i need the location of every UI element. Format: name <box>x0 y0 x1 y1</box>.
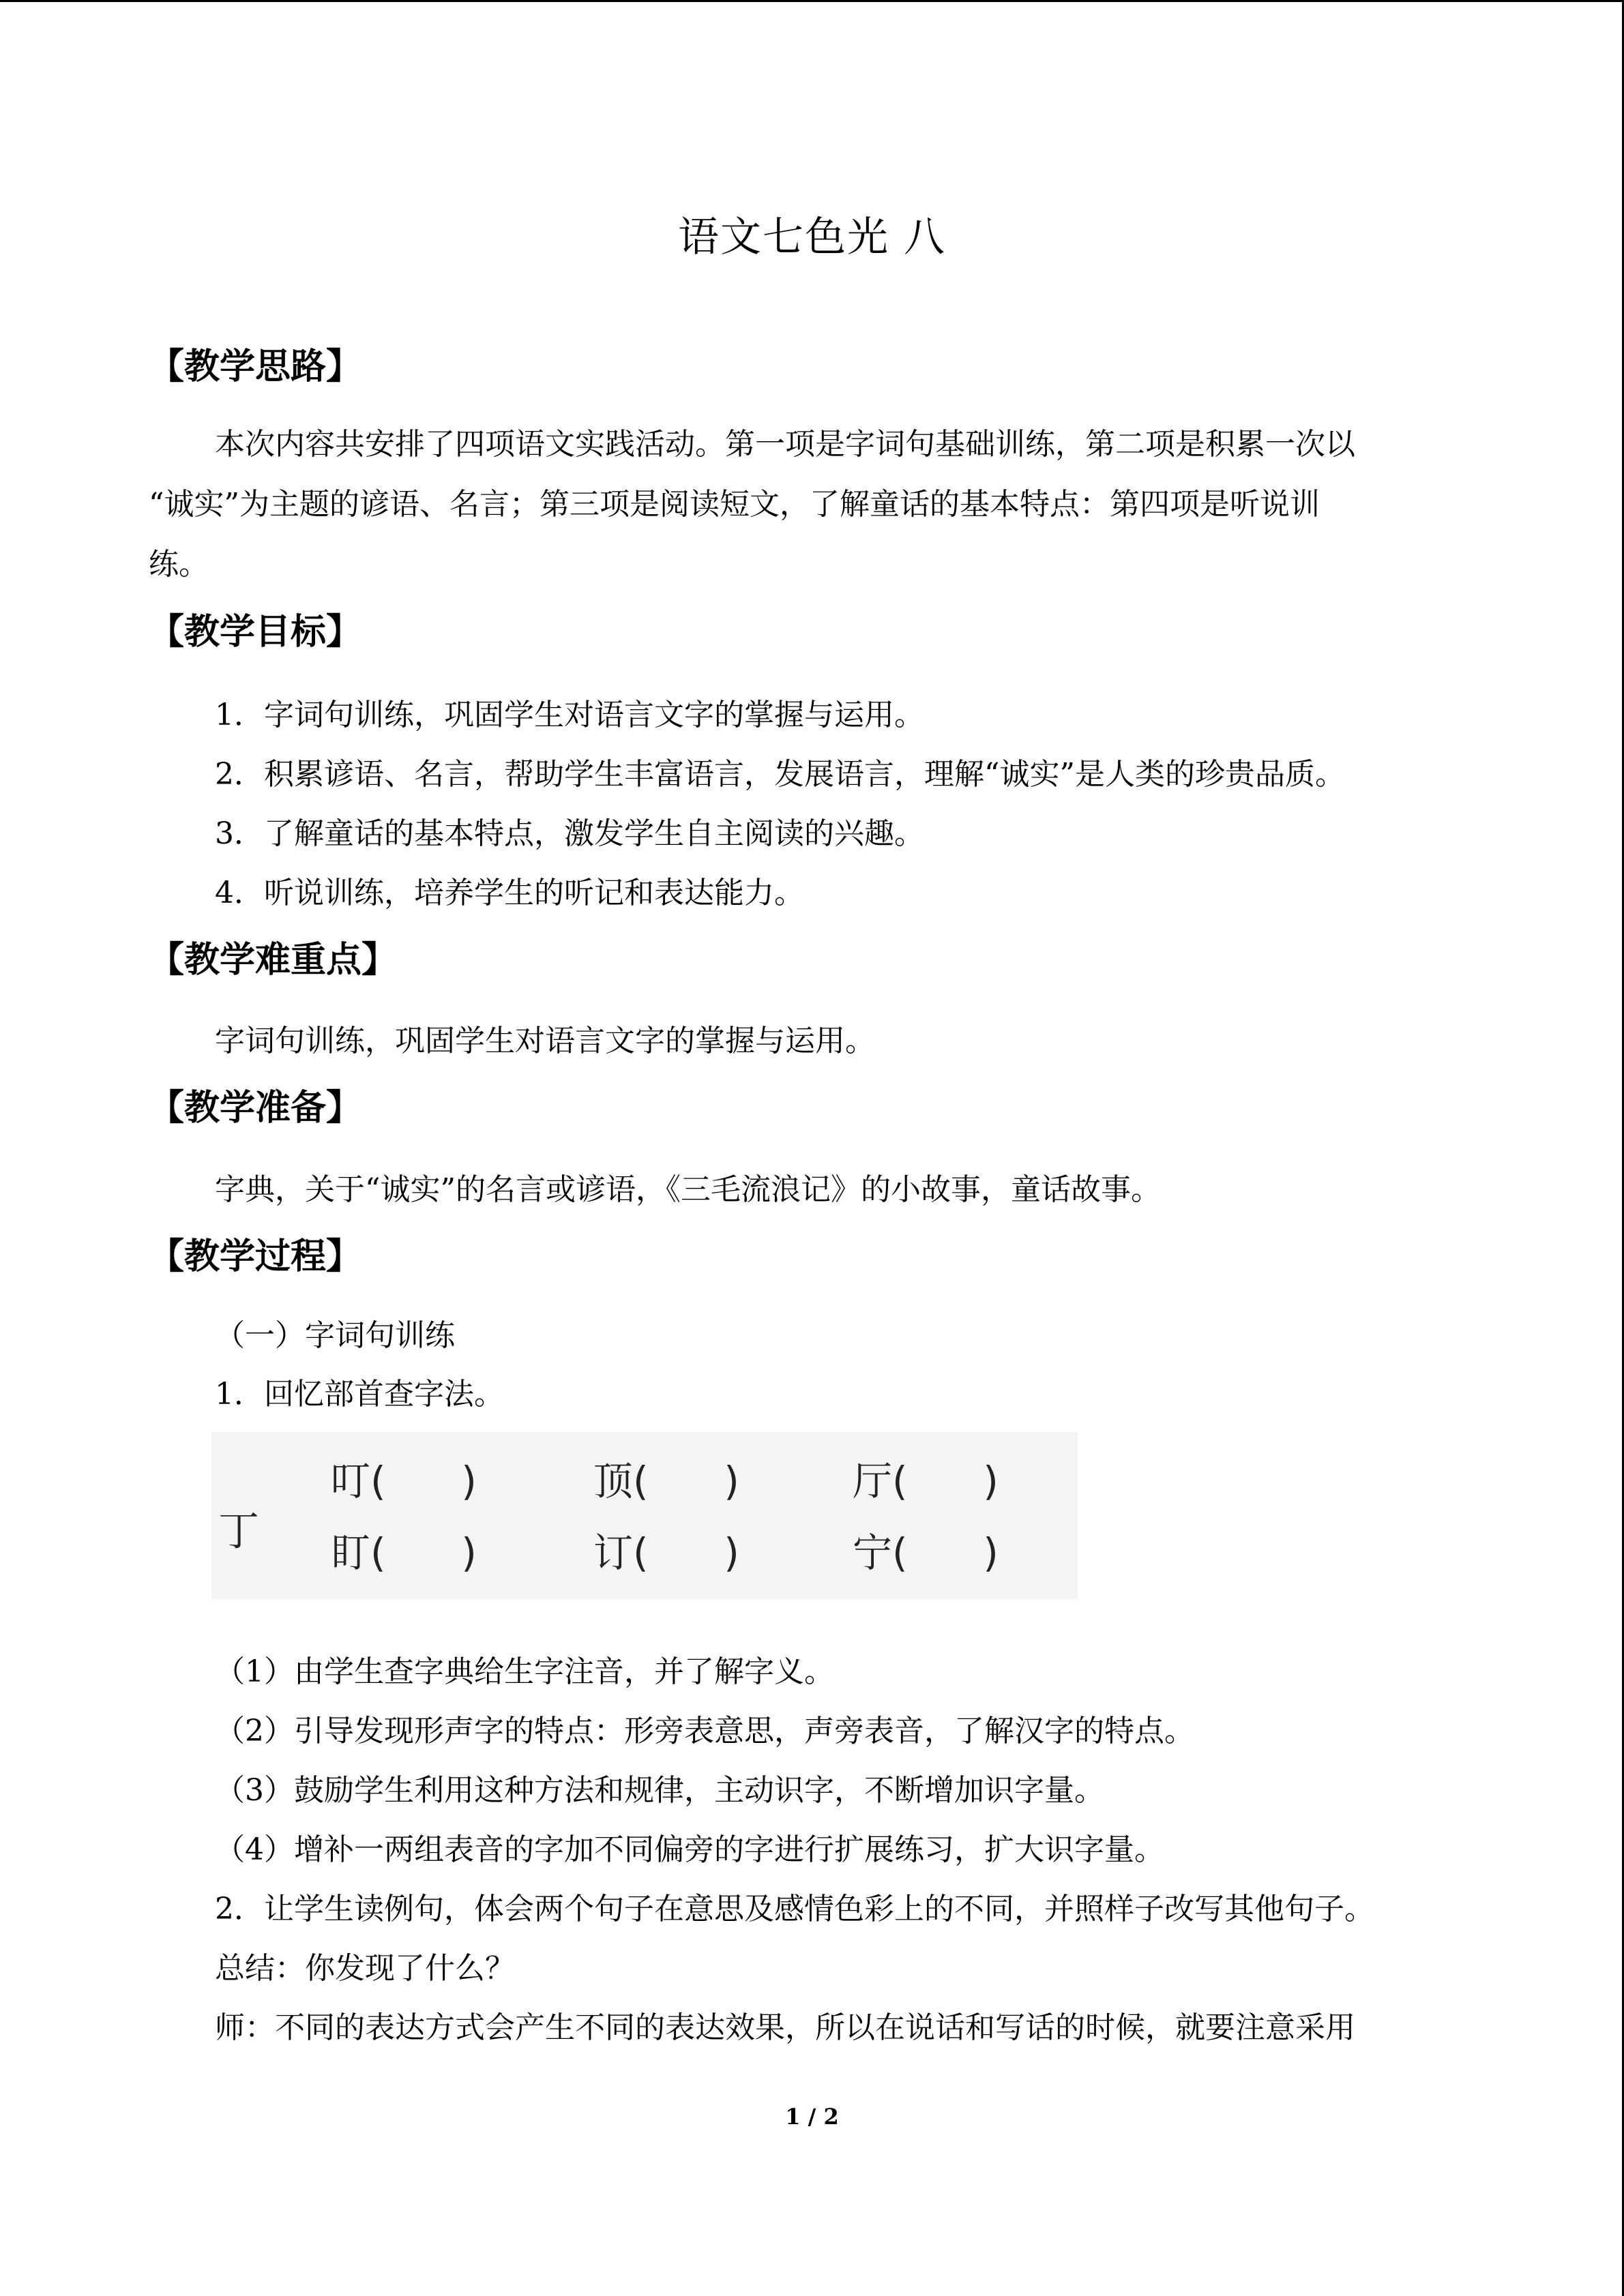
page-title: 语文七色光 八 <box>677 213 947 261</box>
heading-key-points: 【教学难重点】 <box>149 940 398 981</box>
process-step-2: 2．让学生读例句，体会两个句子在意思及感情色彩上的不同，并照样子改写其他句子。 <box>215 1892 1374 1926</box>
char-cell-r2-c3: 宁( ) <box>853 1530 999 1576</box>
process-sub-item-1: （1）由学生查字典给生字注音，并了解字义。 <box>215 1654 834 1689</box>
goal-item-1: 1．字词句训练，巩固学生对语言文字的掌握与运用。 <box>215 698 924 732</box>
char-cell-r1-c2: 顶( ) <box>593 1458 739 1504</box>
thinking-line-2: “诚实”为主题的谚语、名言；第三项是阅读短文，了解童话的基本特点：第四项是听说训 <box>149 487 1320 522</box>
preparation-text: 字典，关于“诚实”的名言或谚语，《三毛流浪记》的小故事，童话故事。 <box>215 1172 1161 1207</box>
process-summary: 总结：你发现了什么？ <box>215 1951 515 1986</box>
key-points-text: 字词句训练，巩固学生对语言文字的掌握与运用。 <box>215 1024 875 1058</box>
char-cell-r1-c3: 厅( ) <box>853 1458 999 1504</box>
process-sub-heading: （一）字词句训练 <box>215 1318 455 1353</box>
heading-preparation: 【教学准备】 <box>149 1088 362 1129</box>
thinking-line-3: 练。 <box>149 547 209 582</box>
heading-teaching-thinking: 【教学思路】 <box>149 346 362 387</box>
char-cell-r2-c1: 盯( ) <box>331 1530 477 1576</box>
process-sub-item-3: （3）鼓励学生利用这种方法和规律，主动识字，不断增加识字量。 <box>215 1773 1104 1808</box>
char-cell-r1-c1: 叮( ) <box>331 1458 477 1504</box>
heading-teaching-goals: 【教学目标】 <box>149 612 362 653</box>
thinking-line-1: 本次内容共安排了四项语文实践活动。第一项是字词句基础训练，第二项是积累一次以 <box>215 427 1355 462</box>
char-cell-r2-c2: 订( ) <box>593 1530 739 1576</box>
char-root: 丁 <box>218 1508 259 1555</box>
page-number: 1 / 2 <box>785 2104 839 2130</box>
process-sub-item-4: （4）增补一两组表音的字加不同偏旁的字进行扩展练习，扩大识字量。 <box>215 1832 1164 1867</box>
process-teacher-note: 师：不同的表达方式会产生不同的表达效果，所以在说话和写话的时候，就要注意采用 <box>215 2010 1355 2045</box>
goal-item-2: 2．积累谚语、名言，帮助学生丰富语言，发展语言，理解“诚实”是人类的珍贵品质。 <box>215 757 1345 792</box>
goal-item-3: 3．了解童话的基本特点，激发学生自主阅读的兴趣。 <box>215 816 924 851</box>
goal-item-4: 4．听说训练，培养学生的听记和表达能力。 <box>215 876 804 910</box>
heading-process: 【教学过程】 <box>149 1236 362 1277</box>
process-sub-item-2: （2）引导发现形声字的特点：形旁表意思，声旁表音，了解汉字的特点。 <box>215 1714 1194 1748</box>
process-step-1: 1．回忆部首查字法。 <box>215 1377 504 1412</box>
page-border-top <box>0 0 1624 2</box>
